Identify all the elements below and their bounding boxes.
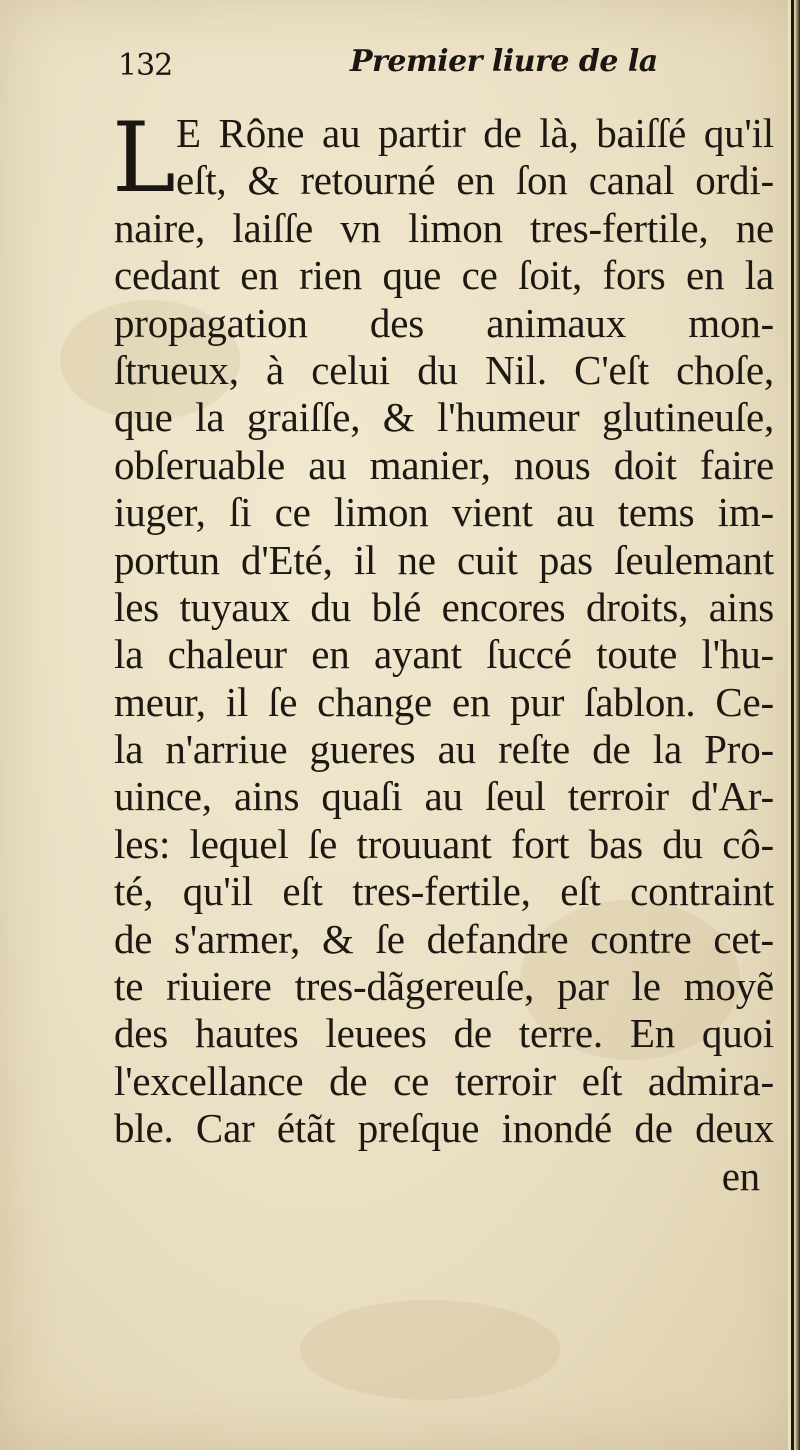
text-line: des hautes leuees de terre. En quoi [114, 1010, 774, 1057]
text-line: propagation des animaux mon- [114, 299, 774, 346]
body-text [112, 102, 774, 1200]
text-line: te riuiere tres-dãgereuſe, par le moyẽ [114, 963, 774, 1010]
text-line: les: lequel ſe trouuant fort bas du cô- [114, 820, 774, 867]
text-line: meur, il ſe change en pur ſablon. Ce- [114, 678, 774, 725]
catchword: en [721, 1152, 760, 1199]
text-line: obſeruable au manier, nous doit faire [114, 441, 774, 488]
text-line: cedant en rien que ce ſoit, fors en la [114, 252, 774, 299]
text-line: iuger, ſi ce limon vient au tems im- [114, 489, 774, 536]
text-line: uince, ains quaſi au ſeul terroir d'Ar- [114, 773, 774, 820]
text-line: ble. Car étãt preſque inondé de deux [114, 1105, 774, 1152]
text-line: la chaleur en ayant ſuccé toute l'hu- [114, 631, 774, 678]
page-edge [788, 0, 800, 1450]
text-line: E Rône au partir de là, baiſſé qu'il [176, 110, 774, 156]
text-line: que la graiſſe, & l'humeur glutineuſe, [114, 394, 774, 441]
page-edge-shadow [791, 0, 794, 1450]
page-number: 132 [118, 48, 173, 83]
paper-stain [300, 1300, 560, 1400]
text-line: la n'arriue gueres au reſte de la Pro- [114, 726, 774, 773]
text-line: l'excellance de ce terroir eſt admira- [114, 1057, 774, 1104]
text-line: té, qu'il eſt tres-fertile, eſt contraint [114, 868, 774, 915]
page-header [0, 44, 800, 98]
text-line: de s'armer, & ſe defandre contre cet- [114, 915, 774, 962]
text-line: les tuyaux du blé encores droits, ains [114, 583, 774, 630]
running-head: Premier liure de la [350, 44, 658, 79]
text-line: eſt, & retourné en ſon canal ordi- [176, 157, 774, 204]
drop-cap: L [112, 102, 176, 214]
text-line: ſtrueux, à celui du Nil. C'eſt choſe, [114, 346, 774, 393]
text-line: portun d'Eté, il ne cuit pas ſeulemant [114, 536, 774, 583]
text-line: naire, laiſſe vn limon tres-fertile, ne [114, 204, 774, 251]
